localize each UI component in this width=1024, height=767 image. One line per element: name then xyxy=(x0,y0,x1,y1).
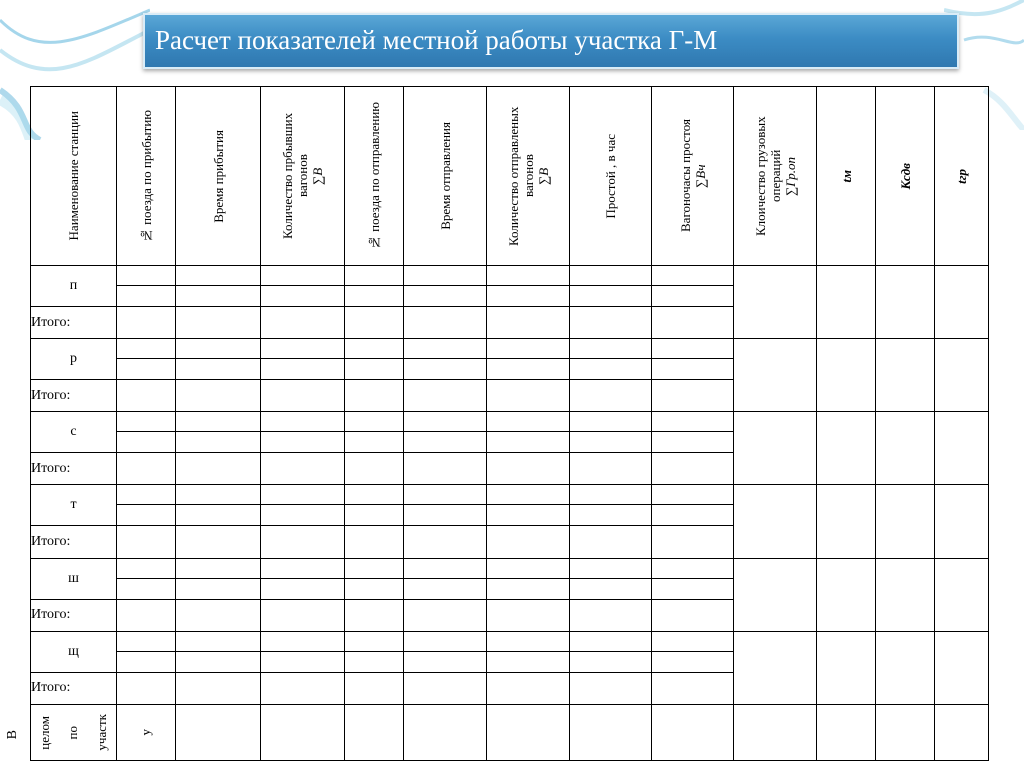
table-cell xyxy=(734,412,817,485)
station-row xyxy=(31,412,989,432)
table-cell xyxy=(487,526,570,558)
table-cell xyxy=(261,526,345,558)
table-cell xyxy=(117,651,176,672)
table-cell xyxy=(570,359,652,380)
header-cargo-ops: Клоичество грузовых операций ∑Гр.оп xyxy=(734,87,817,266)
table-cell xyxy=(570,453,652,485)
station-row xyxy=(31,631,989,651)
table-cell xyxy=(345,631,404,651)
table-cell xyxy=(487,286,570,307)
footer-section: участк xyxy=(93,714,109,751)
table-cell xyxy=(734,266,817,339)
table-cell xyxy=(652,485,734,505)
table-cell xyxy=(345,286,404,307)
table-cell xyxy=(876,485,935,558)
table-cell xyxy=(570,339,652,359)
table-cell xyxy=(176,485,261,505)
header-wagons-arrived: Количество прбывших вагонов ∑В xyxy=(261,87,345,266)
table-cell xyxy=(261,672,345,704)
table-cell xyxy=(487,651,570,672)
table-cell xyxy=(345,672,404,704)
table-cell xyxy=(487,578,570,599)
table-cell xyxy=(176,578,261,599)
table-cell xyxy=(261,339,345,359)
table-cell xyxy=(652,266,734,286)
table-cell xyxy=(261,307,345,339)
table-cell xyxy=(487,558,570,578)
table-cell xyxy=(345,526,404,558)
table-cell xyxy=(487,266,570,286)
table-cell xyxy=(404,505,487,526)
table-cell xyxy=(817,485,876,558)
table-cell xyxy=(817,339,876,412)
table-cell xyxy=(487,307,570,339)
header-idle: Простой , в час xyxy=(570,87,652,266)
table-cell xyxy=(652,526,734,558)
station-name: п xyxy=(31,266,117,307)
table-cell xyxy=(345,599,404,631)
footer-whole: целом xyxy=(37,715,53,750)
table-cell xyxy=(117,505,176,526)
table-cell xyxy=(261,485,345,505)
header-wagons-departed: Количество отправленых вагонов ∑В xyxy=(487,87,570,266)
station-row xyxy=(31,266,989,286)
station-total-label: Итого: xyxy=(31,453,117,485)
table-cell xyxy=(570,380,652,412)
table-cell xyxy=(117,266,176,286)
station-total-label: Итого: xyxy=(31,672,117,704)
table-cell xyxy=(176,631,261,651)
title-banner xyxy=(143,13,959,69)
table-cell xyxy=(817,558,876,631)
table-cell xyxy=(404,286,487,307)
table-cell xyxy=(117,359,176,380)
table-cell xyxy=(570,651,652,672)
station-total-label: Итого: xyxy=(31,380,117,412)
table-cell xyxy=(404,672,487,704)
table-cell xyxy=(117,432,176,453)
table-cell xyxy=(404,432,487,453)
data-table xyxy=(30,86,989,761)
table-cell xyxy=(652,432,734,453)
table-cell xyxy=(652,578,734,599)
table-cell xyxy=(345,307,404,339)
table-cell xyxy=(117,578,176,599)
table-cell xyxy=(404,339,487,359)
table-cell xyxy=(404,599,487,631)
station-name: ш xyxy=(31,558,117,599)
table-cell xyxy=(570,631,652,651)
table-cell xyxy=(487,432,570,453)
table-cell xyxy=(176,599,261,631)
table-cell xyxy=(176,412,261,432)
table-cell xyxy=(652,672,734,704)
table-cell xyxy=(652,505,734,526)
table-cell xyxy=(404,380,487,412)
table-cell xyxy=(117,526,176,558)
table-cell xyxy=(404,266,487,286)
station-total-label: Итого: xyxy=(31,599,117,631)
table-cell xyxy=(261,359,345,380)
table-cell xyxy=(487,631,570,651)
table-cell xyxy=(176,266,261,286)
table-cell xyxy=(117,412,176,432)
table-cell xyxy=(935,339,989,412)
table-cell xyxy=(176,526,261,558)
table-cell xyxy=(570,286,652,307)
table-cell xyxy=(117,599,176,631)
table-cell xyxy=(487,453,570,485)
header-time-arrival: Время прибытия xyxy=(176,87,261,266)
header-wagon-hours: Вагоночасы простоя ∑Вч xyxy=(652,87,734,266)
table-cell xyxy=(935,266,989,339)
table-cell xyxy=(345,266,404,286)
header-ksdv: Ксдв xyxy=(876,87,935,266)
table-cell xyxy=(404,359,487,380)
table-cell xyxy=(570,307,652,339)
station-name: с xyxy=(31,412,117,453)
table-cell xyxy=(487,505,570,526)
table-cell xyxy=(487,485,570,505)
table-cell xyxy=(876,339,935,412)
station-name: р xyxy=(31,339,117,380)
table-cell xyxy=(261,286,345,307)
table-cell xyxy=(117,286,176,307)
table-cell xyxy=(176,380,261,412)
table-cell xyxy=(117,453,176,485)
table-cell xyxy=(570,599,652,631)
station-name: т xyxy=(31,485,117,526)
table-cell xyxy=(404,631,487,651)
table-cell xyxy=(652,380,734,412)
table-cell xyxy=(570,526,652,558)
table-cell xyxy=(345,432,404,453)
table-cell xyxy=(261,505,345,526)
table-cell xyxy=(817,631,876,704)
table-cell xyxy=(570,672,652,704)
table-cell xyxy=(404,453,487,485)
header-tm: tм xyxy=(817,87,876,266)
footer-b-label: В xyxy=(5,730,20,740)
table-cell xyxy=(176,651,261,672)
table-cell xyxy=(345,453,404,485)
table-cell xyxy=(652,286,734,307)
table-cell xyxy=(734,485,817,558)
table-cell xyxy=(404,307,487,339)
table-cell xyxy=(261,578,345,599)
footer-row xyxy=(31,704,989,760)
table-cell xyxy=(935,412,989,485)
footer-label-cell xyxy=(31,704,117,760)
table-cell xyxy=(176,505,261,526)
table-cell xyxy=(176,307,261,339)
table-cell xyxy=(404,485,487,505)
station-total-label: Итого: xyxy=(31,526,117,558)
station-row xyxy=(31,485,989,505)
table-cell xyxy=(176,453,261,485)
table-cell xyxy=(404,526,487,558)
table-cell xyxy=(117,631,176,651)
station-name: щ xyxy=(31,631,117,672)
table-cell xyxy=(487,359,570,380)
table-cell xyxy=(652,359,734,380)
table-cell xyxy=(570,266,652,286)
table-cell xyxy=(404,558,487,578)
table-cell xyxy=(487,380,570,412)
table-cell xyxy=(261,380,345,412)
table-cell xyxy=(652,339,734,359)
station-row xyxy=(31,558,989,578)
table-cell xyxy=(876,558,935,631)
table-cell xyxy=(261,432,345,453)
table-cell xyxy=(345,359,404,380)
table-cell xyxy=(176,359,261,380)
table-cell xyxy=(817,266,876,339)
table-cell xyxy=(570,412,652,432)
table-cell xyxy=(117,339,176,359)
header-time-departure: Время отправления xyxy=(404,87,487,266)
table-cell xyxy=(570,558,652,578)
table-cell xyxy=(345,380,404,412)
table-cell xyxy=(176,286,261,307)
table-cell xyxy=(487,339,570,359)
table-cell xyxy=(652,412,734,432)
table-cell xyxy=(570,485,652,505)
table-cell xyxy=(261,453,345,485)
table-cell xyxy=(345,578,404,599)
table-cell xyxy=(261,266,345,286)
table-cell xyxy=(117,672,176,704)
table-cell xyxy=(404,651,487,672)
footer-po: по xyxy=(65,725,81,740)
table-cell xyxy=(935,485,989,558)
table-cell xyxy=(734,339,817,412)
header-tgr: tгр xyxy=(935,87,989,266)
table-cell xyxy=(652,307,734,339)
table-cell xyxy=(117,307,176,339)
table-cell xyxy=(570,432,652,453)
table-cell xyxy=(261,631,345,651)
table-cell xyxy=(570,578,652,599)
table-cell xyxy=(176,672,261,704)
table-cell xyxy=(652,631,734,651)
table-cell xyxy=(176,432,261,453)
table-cell xyxy=(345,505,404,526)
page-title: Расчет показателей местной работы участка Г-М xyxy=(155,25,718,55)
table-cell xyxy=(345,339,404,359)
table-cell xyxy=(487,672,570,704)
table-cell xyxy=(176,339,261,359)
table-cell xyxy=(404,578,487,599)
table-cell xyxy=(345,558,404,578)
table-cell xyxy=(876,631,935,704)
table-cell xyxy=(261,412,345,432)
table-cell xyxy=(345,651,404,672)
table-cell xyxy=(935,631,989,704)
table-cell xyxy=(652,599,734,631)
table-cell xyxy=(345,485,404,505)
table-cell xyxy=(652,651,734,672)
table-cell xyxy=(876,266,935,339)
table-cell xyxy=(570,505,652,526)
table-cell xyxy=(734,558,817,631)
table-cell xyxy=(935,558,989,631)
table-cell xyxy=(817,412,876,485)
header-row xyxy=(31,87,989,266)
table-cell xyxy=(261,599,345,631)
table-cell xyxy=(876,412,935,485)
table-cell xyxy=(652,558,734,578)
station-row xyxy=(31,339,989,359)
header-station: Наименование станции xyxy=(31,87,117,266)
table-cell xyxy=(117,558,176,578)
table-cell xyxy=(261,651,345,672)
station-total-label: Итого: xyxy=(31,307,117,339)
table-cell xyxy=(117,485,176,505)
table-cell xyxy=(117,380,176,412)
table-cell xyxy=(176,558,261,578)
header-train-arrival: № поезда по прибытию xyxy=(117,87,176,266)
table-cell xyxy=(261,558,345,578)
table-cell xyxy=(487,599,570,631)
footer-u-cell: у xyxy=(117,704,176,760)
table-cell xyxy=(487,412,570,432)
header-train-departure: № поезда по отправлению xyxy=(345,87,404,266)
table-cell xyxy=(404,412,487,432)
table-cell xyxy=(734,631,817,704)
table-cell xyxy=(652,453,734,485)
table-cell xyxy=(345,412,404,432)
